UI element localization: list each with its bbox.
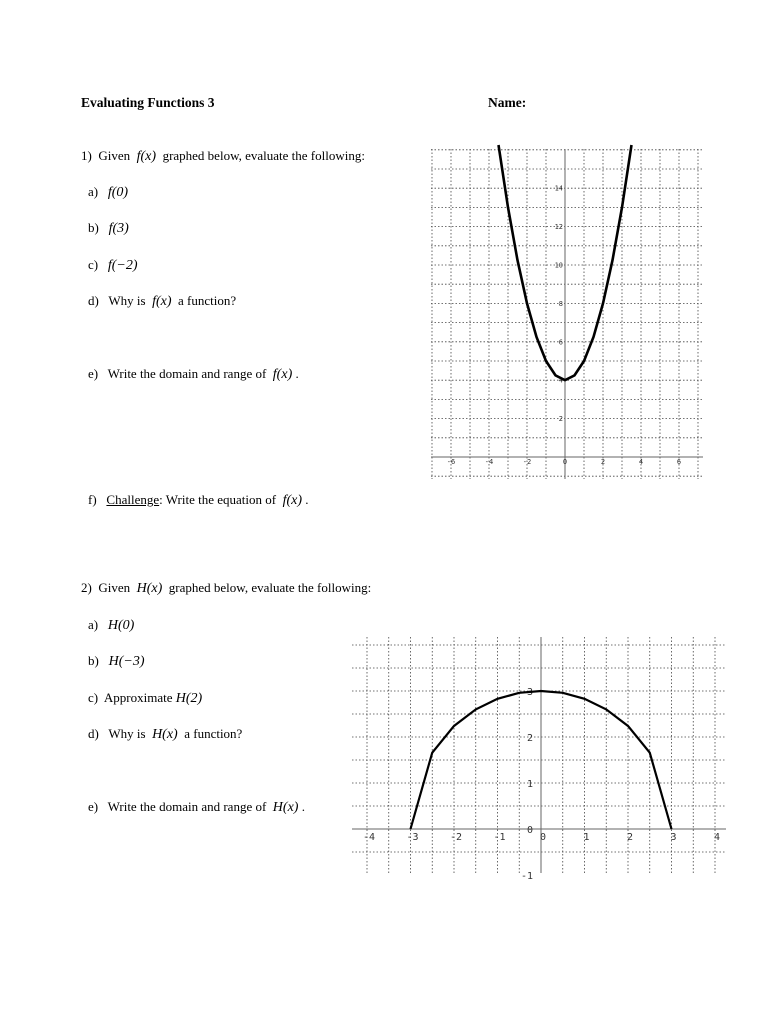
f-graph-axes: [431, 149, 703, 479]
q2-d: [88, 726, 242, 743]
q2-e-post: .: [301, 799, 305, 814]
q1-f-challenge: Challenge: [106, 492, 160, 507]
q1-e-expr: f(x): [272, 367, 293, 382]
q2-b: [88, 653, 144, 670]
q1-a: [88, 184, 128, 201]
name-label: Name:: [488, 95, 527, 110]
q2-a-expr: H(0): [107, 618, 135, 633]
y-tick-label: 8: [558, 299, 563, 308]
q1-intro-post: graphed below, evaluate the following:: [162, 148, 365, 163]
f-graph-grid: [431, 149, 703, 479]
q1-d-pre: Why is: [108, 293, 146, 308]
q1-b: [88, 220, 129, 237]
q1-f-expr: f(x): [282, 493, 303, 508]
q2-b-expr: H(−3): [108, 654, 145, 669]
q1-f-pre: : Write the equation of: [159, 492, 277, 507]
q2-d-expr: H(x): [152, 727, 178, 742]
q1-c-label: c): [88, 257, 99, 272]
q1-d-post: a function?: [178, 293, 237, 308]
x-tick-label: 4: [713, 832, 721, 843]
x-tick-label: 6: [676, 458, 682, 466]
x-tick-label: -4: [484, 458, 494, 466]
y-tick-label: 3: [526, 687, 533, 698]
q1-number: 1): [81, 148, 92, 163]
q1-e-pre: Write the domain and range of: [107, 366, 267, 381]
y-tick-label: 4: [558, 376, 563, 385]
q2-c-pre: Approximate: [103, 690, 173, 705]
q2-e-label: e): [88, 799, 99, 814]
q1-d-expr: f(x): [152, 294, 172, 309]
q2-d-pre: Why is: [108, 726, 146, 741]
q2-intro-post: graphed below, evaluate the following:: [168, 580, 372, 595]
q1-c-expr: f(−2): [107, 258, 138, 273]
q1-b-expr: f(3): [108, 221, 129, 236]
q1-f-label: f): [88, 492, 97, 507]
x-tick-label: 3: [670, 832, 677, 843]
q1-e-post: .: [295, 366, 299, 381]
q2-intro-pre: Given: [98, 580, 131, 595]
y-tick-label: 1: [526, 779, 533, 790]
q2-number: 2): [81, 580, 92, 595]
q1-e-label: e): [88, 366, 99, 381]
q2-a-label: a): [88, 617, 99, 632]
q1-a-expr: f(0): [107, 185, 129, 200]
y-tick-label: 2: [558, 415, 563, 424]
q1-e: [88, 366, 299, 383]
f-graph: [431, 149, 703, 479]
x-tick-label: 1: [583, 832, 590, 843]
q1-c: [88, 257, 138, 274]
x-tick-label: 4: [638, 458, 644, 466]
y-tick-label: 14: [554, 184, 563, 193]
q1-f: [88, 492, 309, 509]
y-tick-label: 6: [558, 338, 563, 347]
q2-a: [88, 617, 134, 634]
q1-intro: [81, 148, 365, 165]
y-tick-label: -1: [520, 871, 533, 882]
q2-c-label: c): [88, 690, 99, 705]
q2-d-label: d): [88, 726, 99, 741]
x-tick-label: 2: [626, 832, 634, 843]
q2-d-post: a function?: [184, 726, 243, 741]
q1-d-label: d): [88, 293, 99, 308]
x-tick-label: 2: [600, 458, 606, 466]
x-tick-label: -2: [522, 458, 532, 466]
q1-f-post: .: [305, 492, 309, 507]
x-tick-label: -4: [362, 832, 376, 843]
x-tick-label: 0: [539, 832, 547, 843]
q1-intro-pre: Given: [98, 148, 131, 163]
q2-func: H(x): [136, 581, 163, 596]
y-tick-label: 2: [526, 733, 533, 744]
q2-c-expr: H(2): [175, 691, 203, 706]
q1-b-label: b): [88, 220, 99, 235]
x-tick-label: -1: [493, 832, 506, 843]
y-tick-label: 10: [554, 261, 563, 270]
h-graph: [352, 637, 726, 882]
x-tick-label: -2: [449, 832, 463, 843]
q1-d: [88, 293, 236, 310]
q2-b-label: b): [88, 653, 99, 668]
x-tick-label: -3: [406, 832, 419, 843]
worksheet-title: Evaluating Functions 3: [81, 95, 215, 110]
q2-e-pre: Write the domain and range of: [107, 799, 267, 814]
q2-e: [88, 799, 305, 816]
y-tick-label: 12: [554, 223, 563, 232]
x-tick-label: 0: [562, 458, 568, 466]
q2-intro: [81, 580, 371, 597]
y-tick-label: 0: [526, 825, 533, 836]
q1-func: f(x): [136, 149, 157, 164]
x-tick-label: -6: [446, 458, 456, 466]
q2-c: [88, 690, 202, 707]
q2-e-expr: H(x): [272, 800, 299, 815]
q1-a-label: a): [88, 184, 99, 199]
